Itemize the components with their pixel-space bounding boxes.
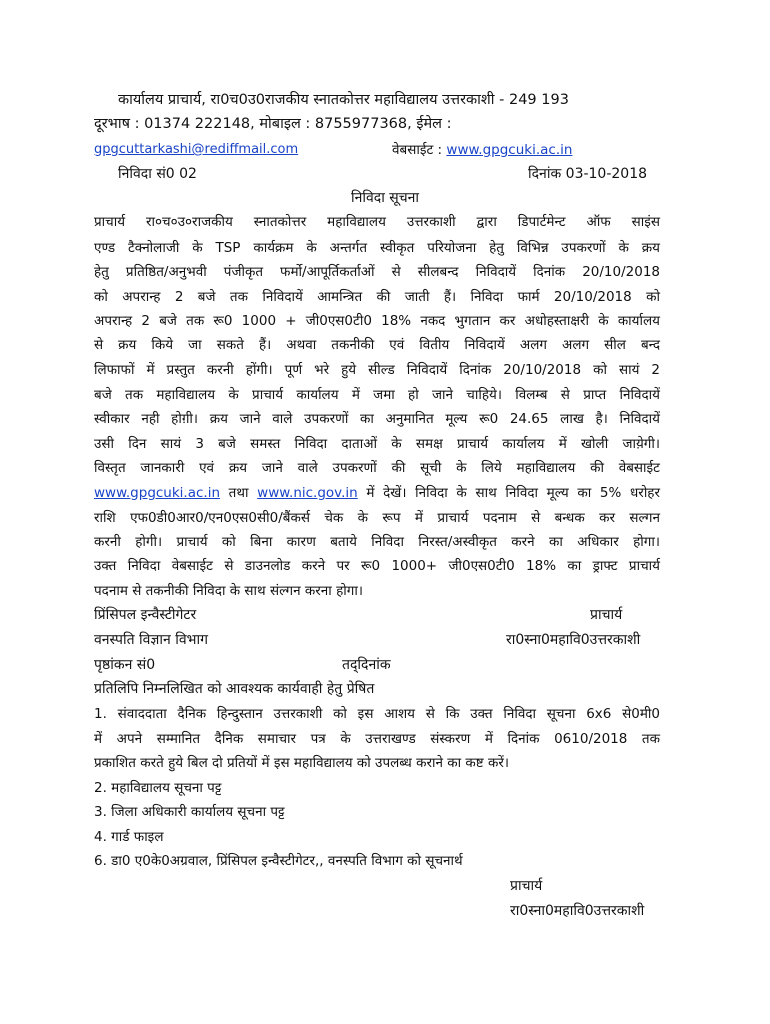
header-office-line: कार्यालय प्राचार्य, रा0च0उ0राजकीय स्नातकोत्तर महाविद्यालय उत्तरकाशी - 249 193 <box>118 92 569 108</box>
body-line: उक्त निविदा वेबसाईट से डाउनलोड करने पर रू0 1000+ जी0एस0टी0 18% का ड्राफ्ट प्राचार्य <box>94 558 660 574</box>
endorsement-date: तद्‌दिनांक <box>342 657 391 673</box>
website-link-gpgc[interactable]: www.gpgcuki.ac.in <box>94 485 221 501</box>
list-item: 2. महाविद्यालय सूचना पट्ट <box>94 780 222 796</box>
website-link[interactable]: www.gpgcuki.ac.in <box>446 142 573 158</box>
body-line: विस्तृत जानकारी एवं क्रय जाने वाले उपकरणों की सूची के लिये महाविद्यालय की वेबसाईट <box>94 460 660 476</box>
tender-date: दिनांक 03-10-2018 <box>528 166 648 182</box>
signature-pi-title: प्रिंसिपल इन्वैस्टीगेटर <box>94 607 197 623</box>
website-row <box>392 140 572 160</box>
list-item: 1. संवाददाता दैनिक हिन्दुस्तान उत्तरकाशी को इस आशय से कि उक्त निविदा सूचना 6x6 से0मी0 <box>94 706 660 722</box>
website-label: वेबसाईट : <box>392 142 447 158</box>
body-link-line <box>94 483 660 503</box>
body-line: हेतु प्रतिष्ठित/अनुभवी पंजीकृत फर्मो/आपूर्तिकर्ताओं से सीलबन्द निविदायें दिनांक 20/10/2018 <box>94 264 660 280</box>
endorsement-intro: प्रतिलिपि निम्नलिखित को आवश्यक कार्यवाही हेतु प्रेषित <box>94 681 375 697</box>
body-line: पदनाम से तकनीकी निविदा के साथ संल्गन करना होगा। <box>94 583 363 599</box>
footer-signature-title: प्राचार्य <box>510 878 543 894</box>
body-line: एण्ड टैक्नोलाजी के TSP कार्यक्रम के अन्तर्गत स्वीकृत परियोजना हेतु विभिन्न उपकरणों के क्रय <box>94 240 660 256</box>
list-item: प्रकाशित करते हुये बिल दो प्रतियों में इस महाविद्यालय को उपलब्ध कराने का कष्ट करें। <box>94 755 509 771</box>
body-line: से क्रय किये जा सकते हैं। अथवा तकनीकी एवं वितीय निविदायें अलग अलग सील बन्द <box>94 337 660 353</box>
tender-number: निविदा सं0 02 <box>118 166 197 182</box>
signature-principal-office: रा0स्ना0महावि0उत्तरकाशी <box>506 632 641 648</box>
body-line: को अपरान्ह 2 बजे तक निविदायें आमन्त्रित की जाती हैं। निविदा फार्म 20/10/2018 को <box>94 289 660 305</box>
header-contact-line: दूरभाष : 01374 222148, मोबाइल : 8755977368, ईमेल : <box>94 116 452 132</box>
body-line: करनी होगी। प्राचार्य को बिना कारण बताये निविदा निरस्त/अस्वीकृत करने का अधिकार होगा। <box>94 534 660 550</box>
notice-title: निविदा सूचना <box>350 190 420 206</box>
body-text: तथा <box>220 485 258 501</box>
footer-signature-office: रा0स्ना0महावि0उत्तरकाशी <box>510 903 645 919</box>
email-link[interactable]: gpgcuttarkashi@rediffmail.com <box>94 142 299 157</box>
body-line: बजे तक महाविद्यालय के प्राचार्य कार्यालय में जमा हो जाने चाहिये। विलम्ब से प्राप्त निविदायें <box>94 387 660 403</box>
list-item: 3. जिला अधिकारी कार्यालय सूचना पट्ट <box>94 804 285 820</box>
body-line: लिफाफों में प्रस्तुत करनी होंगी। पूर्ण भरे हुये सील्ड निविदायें दिनांक 20/10/2018 को सायं 2 <box>94 362 660 378</box>
endorsement-number: पृष्ठांकन सं0 <box>94 657 156 673</box>
body-line: उसी दिन सायं 3 बजे समस्त निविदा दाताओं के समक्ष प्राचार्य कार्यालय में खोली जाय़ेगी। <box>94 436 660 452</box>
list-item: 6. डा0 ए0के0अग्रवाल, प्रिंसिपल इन्वैस्टीगेटर,, वनस्पति विभाग को सूचनार्थ <box>94 853 463 869</box>
body-line: प्राचार्य रा०च०उ०राजकीय स्नातकोत्तर महाविद्यालय उत्तरकाशी द्वारा डिपार्टमेन्ट ऑफ साइंस <box>94 214 660 230</box>
list-item: में अपने सम्मानित दैनिक समाचार पत्र के उत्तराखण्ड संस्करण में दिनांक 0610/2018 तक <box>94 731 660 747</box>
signature-principal-title: प्राचार्य <box>590 607 623 623</box>
signature-pi-department: वनस्पति विज्ञान विभाग <box>94 632 208 648</box>
body-line: स्वीकार नही होग़ी। क्रय जाने वाले उपकरणों का अनुमानित मूल्य रू0 24.65 लाख है। निविदायें <box>94 411 660 427</box>
body-text: में देखें। निविदा के साथ निविदा मूल्य का 5% धरोहर <box>357 485 661 501</box>
list-item: 4. गार्ड फाइल <box>94 829 164 845</box>
body-line: अपरान्ह 2 बजे तक रू0 1000 + जी0एस0टी0 18% नकद भुगतान कर अधोहस्ताक्षरी के कार्यालय <box>94 313 660 329</box>
body-line: राशि एफ0डी0आर0/एन0एस0सी0/बैंकर्स चेक के रूप में प्राचार्य पदनाम से बन्धक कर सल्गन <box>94 510 660 526</box>
website-link-nic[interactable]: www.nic.gov.in <box>257 485 358 501</box>
